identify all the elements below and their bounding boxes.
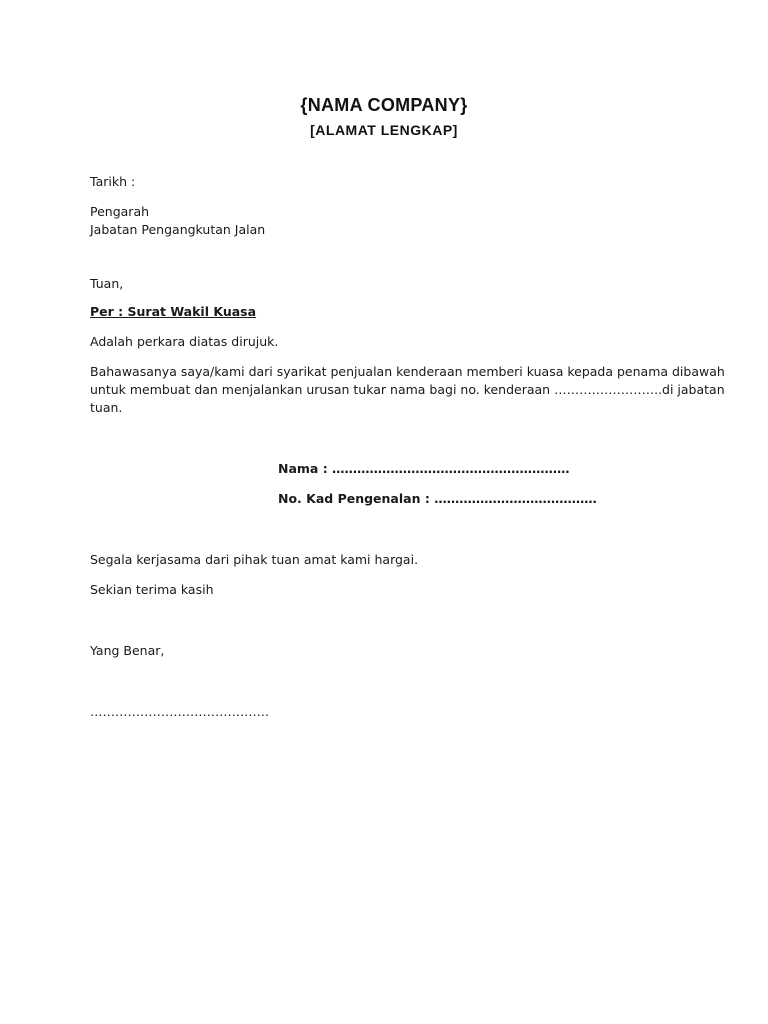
salutation: Tuan, xyxy=(90,276,124,291)
body-line-3: tuan. xyxy=(90,400,123,415)
subject-line: Per : Surat Wakil Kuasa xyxy=(90,304,257,319)
body-line-1: Bahawasanya saya/kami dari syarikat penjualan kenderaan memberi kuasa kepada penama dibawah xyxy=(90,364,725,379)
recipient-department: Jabatan Pengangkutan Jalan xyxy=(90,222,266,237)
sign-off: Yang Benar, xyxy=(90,643,165,658)
company-name: {NAMA COMPANY} xyxy=(300,95,468,115)
closing-sentence: Sekian terima kasih xyxy=(90,582,214,597)
intro-sentence: Adalah perkara diatas dirujuk. xyxy=(90,334,279,349)
company-address: [ALAMAT LENGKAP] xyxy=(310,122,458,138)
ic-number-field: No. Kad Pengenalan : ………………………………… xyxy=(278,491,597,506)
date-label: Tarikh : xyxy=(90,174,136,189)
thanks-sentence: Segala kerjasama dari pihak tuan amat kami hargai. xyxy=(90,552,419,567)
nama-field: Nama : ………………………………………………… xyxy=(278,461,570,476)
recipient-title: Pengarah xyxy=(90,204,150,219)
signature-line: ……………………………………. xyxy=(90,704,269,719)
body-line-2: untuk membuat dan menjalankan urusan tukar nama bagi no. kenderaan ……………………..di jabatan xyxy=(90,382,725,397)
